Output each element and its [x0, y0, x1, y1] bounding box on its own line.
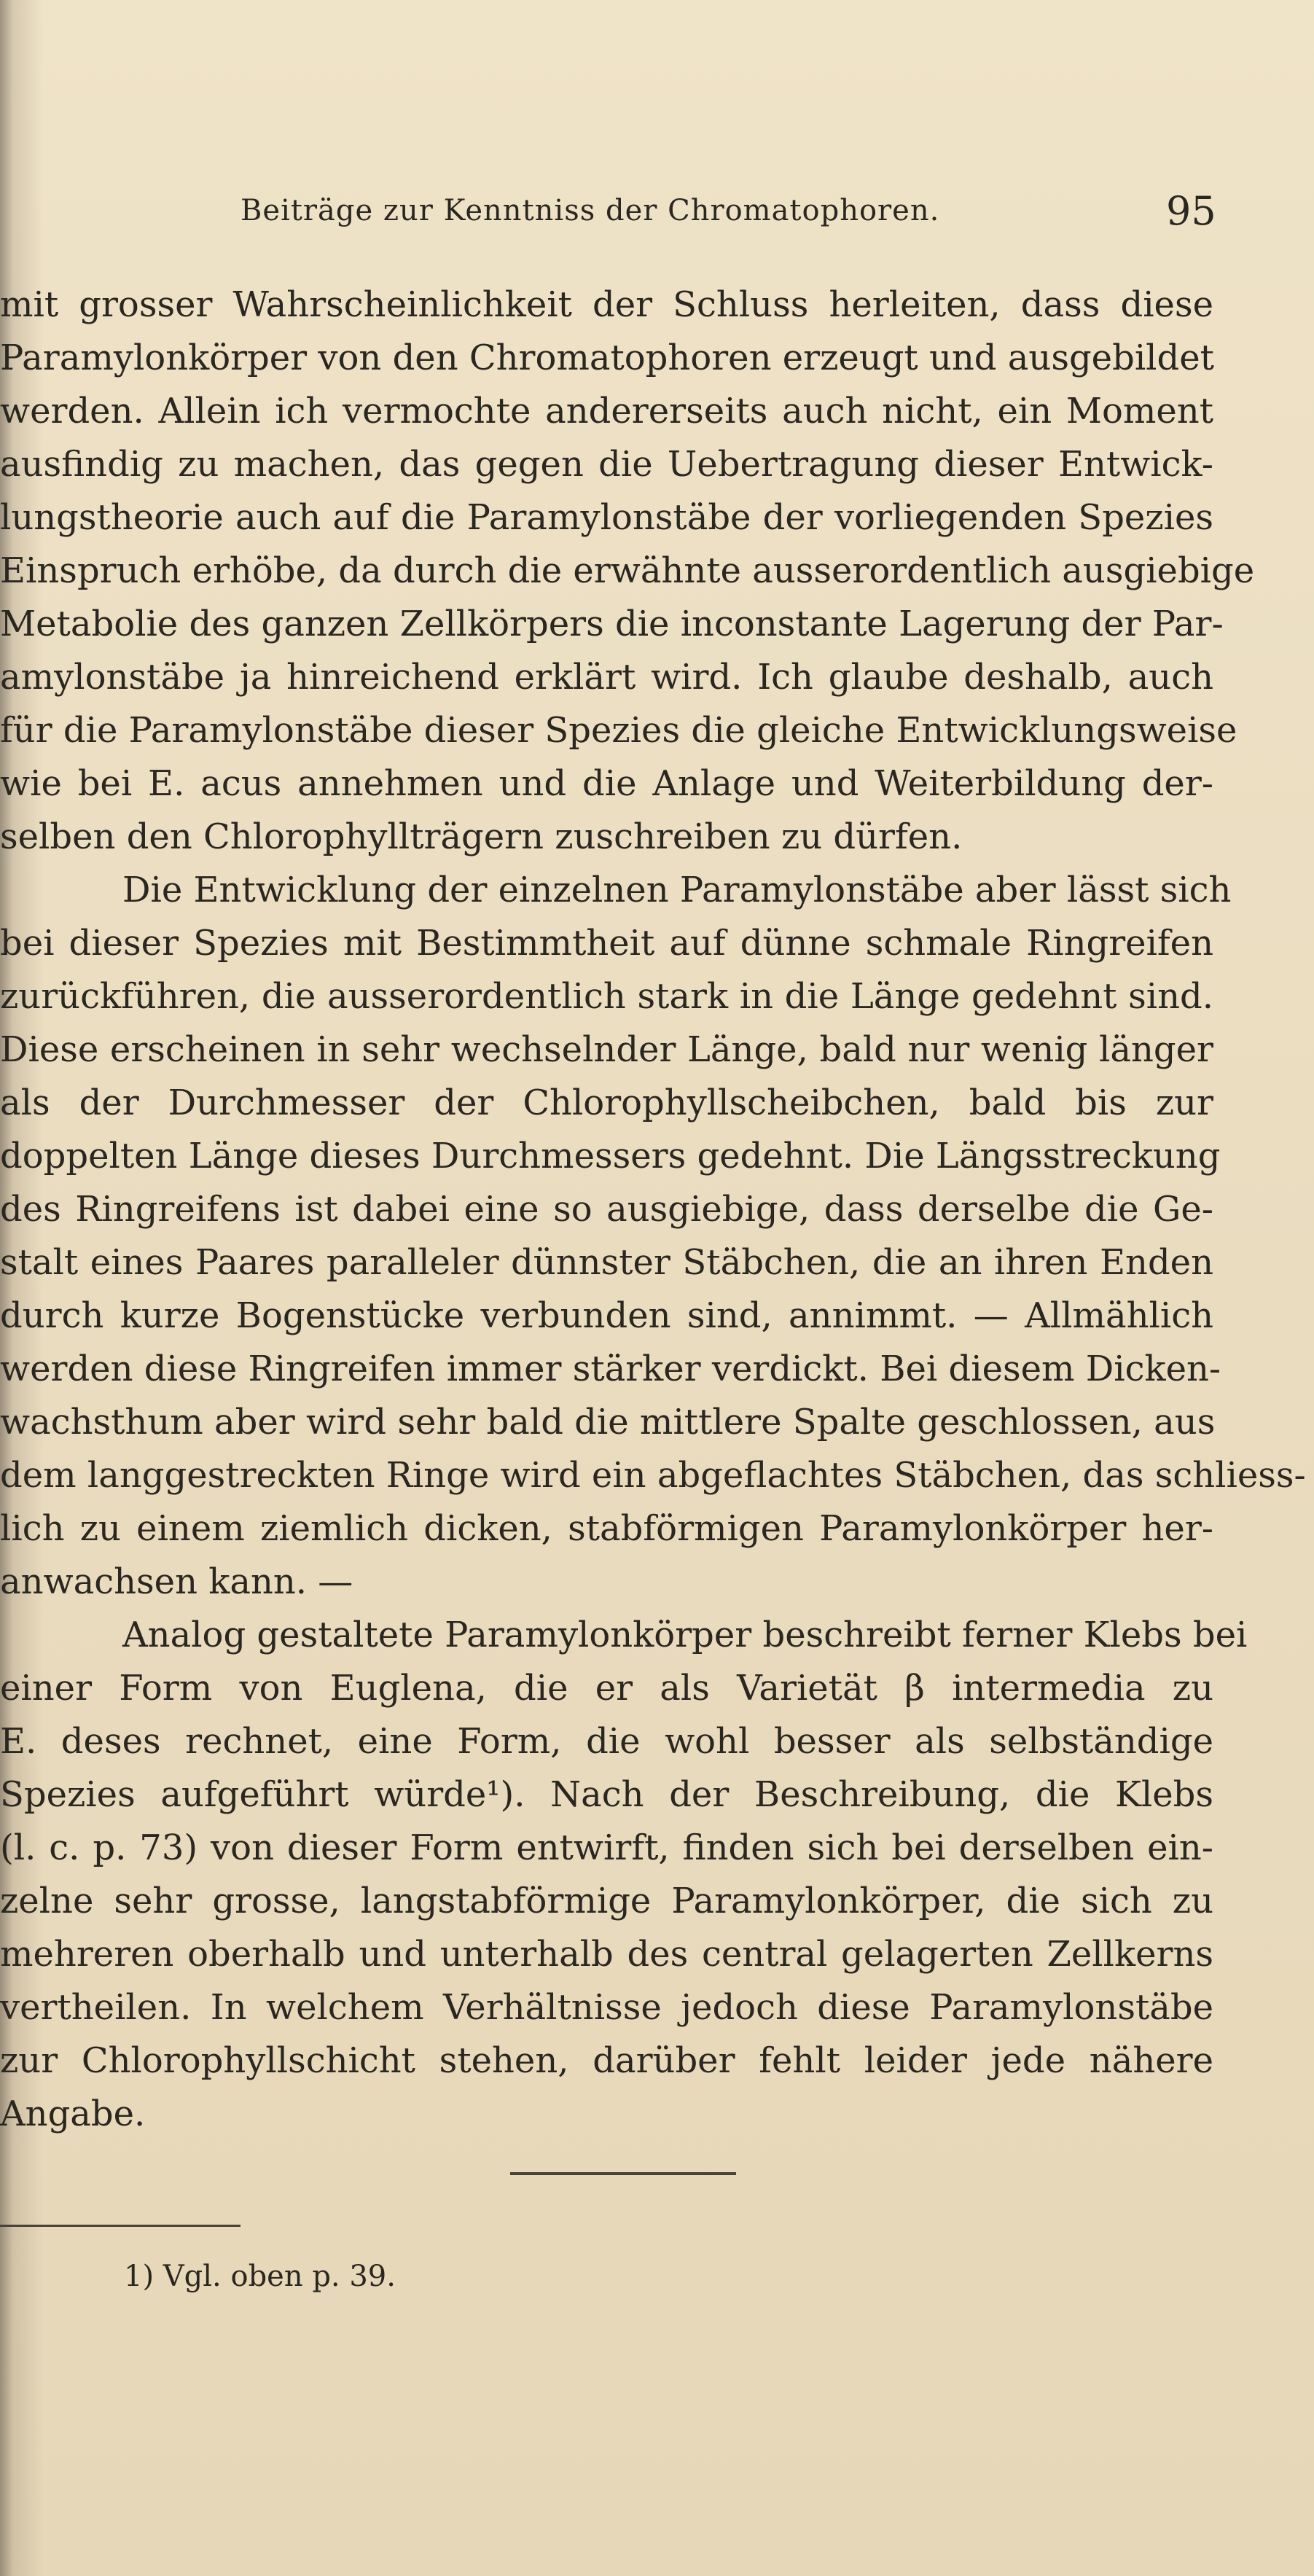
text-line: Paramylonkörper von den Chromatophoren erzeugt und ausgebildet [0, 337, 1214, 378]
text-line: bei dieser Spezies mit Bestimmtheit auf dünne schmale Ringreifen [0, 923, 1213, 964]
text-line: zur Chlorophyllschicht stehen, darüber fehlt leider jede nähere [0, 2040, 1213, 2081]
text-line: (l. c. p. 73) von dieser Form entwirft, finden sich bei derselben ein- [0, 1827, 1213, 1868]
text-line: anwachsen kann. — [0, 1561, 353, 1602]
text-line: Analog gestaltete Paramylonkörper beschreibt ferner Klebs bei [122, 1615, 1248, 1655]
text-line: werden. Allein ich vermochte andererseits auch nicht, ein Moment [0, 391, 1213, 432]
text-line: Metabolie des ganzen Zellkörpers die inconstante Lagerung der Par- [0, 604, 1224, 644]
text-line: ausfindig zu machen, das gegen die Uebertragung dieser Entwick- [0, 444, 1213, 485]
text-line: für die Paramylonstäbe dieser Spezies die gleiche Entwicklungsweise [0, 710, 1237, 751]
footnote: 1) Vgl. oben p. 39. [124, 2260, 396, 2293]
text-line: selben den Chlorophyllträgern zuschreiben zu dürfen. [0, 816, 963, 857]
text-line: Diese erscheinen in sehr wechselnder Länge, bald nur wenig länger [0, 1029, 1213, 1070]
text-line: Einspruch erhöbe, da durch die erwähnte ausserordentlich ausgiebige [0, 550, 1255, 591]
running-head [0, 188, 1314, 246]
text-line: lich zu einem ziemlich dicken, stabförmigen Paramylonkörper her- [0, 1508, 1213, 1549]
text-line: Spezies aufgeführt würde¹). Nach der Beschreibung, die Klebs [0, 1774, 1213, 1815]
page-number: 95 [1166, 188, 1216, 234]
text-line: mehreren oberhalb und unterhalb des central gelagerten Zellkerns [0, 1934, 1213, 1975]
text-line: durch kurze Bogenstücke verbunden sind, annimmt. — Allmählich [0, 1295, 1213, 1336]
text-line: wachsthum aber wird sehr bald die mittlere Spalte geschlossen, aus [0, 1402, 1216, 1443]
text-line: Die Entwicklung der einzelnen Paramylonstäbe aber lässt sich [122, 870, 1232, 910]
text-line: stalt eines Paares paralleler dünnster Stäbchen, die an ihren Enden [0, 1242, 1213, 1283]
text-line: als der Durchmesser der Chlorophyllscheibchen, bald bis zur [0, 1082, 1213, 1123]
text-line: vertheilen. In welchem Verhältnisse jedoch diese Paramylonstäbe [0, 1987, 1213, 2028]
text-line: zurückführen, die ausserordentlich stark in die Länge gedehnt sind. [0, 976, 1213, 1017]
text-line: mit grosser Wahrscheinlichkeit der Schluss herleiten, dass diese [0, 284, 1213, 325]
running-title: Beiträge zur Kenntniss der Chromatophoren. [240, 194, 940, 227]
text-line: E. deses rechnet, eine Form, die wohl besser als selbständige [0, 1721, 1213, 1762]
text-line: zelne sehr grosse, langstabförmige Paramylonkörper, die sich zu [0, 1881, 1213, 1921]
text-line: wie bei E. acus annehmen und die Anlage und Weiterbildung der- [0, 763, 1213, 804]
text-line: Angabe. [0, 2093, 146, 2134]
section-end-rule [510, 2172, 736, 2175]
text-line: des Ringreifens ist dabei eine so ausgiebige, dass derselbe die Ge- [0, 1189, 1213, 1230]
text-line: werden diese Ringreifen immer stärker verdickt. Bei diesem Dicken- [0, 1349, 1221, 1389]
text-line: lungstheorie auch auf die Paramylonstäbe der vorliegenden Spezies [0, 497, 1213, 538]
footnote-rule [0, 2225, 240, 2227]
text-line: dem langgestreckten Ringe wird ein abgeflachtes Stäbchen, das schliess- [0, 1455, 1306, 1496]
text-line: einer Form von Euglena, die er als Varietät β intermedia zu [0, 1668, 1213, 1709]
text-line: doppelten Länge dieses Durchmessers gedehnt. Die Längsstreckung [0, 1136, 1221, 1176]
text-line: amylonstäbe ja hinreichend erklärt wird. Ich glaube deshalb, auch [0, 657, 1213, 698]
